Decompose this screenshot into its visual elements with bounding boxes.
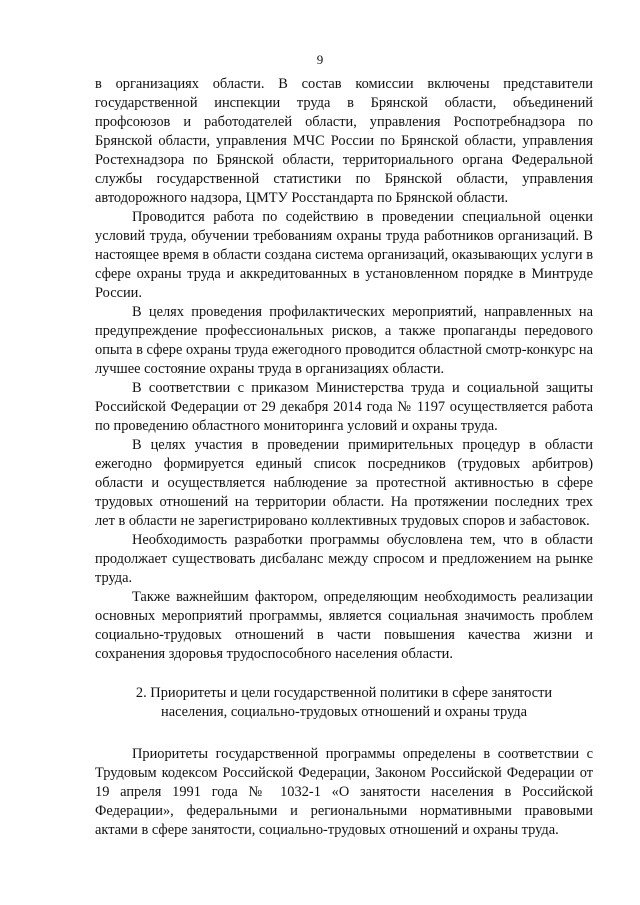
- page-body: [95, 75, 593, 840]
- paragraph-special-assessment: Проводится работа по содействию в проведении специальной оценки условий труда, обучении требованиям охраны труда работников организаций. В настоящее время в области создана система организаций, оказывающих услуги в сфере охраны труда и аккредитованных в установленном порядке в Минтруде России.: [95, 209, 593, 301]
- paragraph-commission-members: в организациях области. В состав комиссии включены представители государственной инспекции труда в Брянской области, объединений профсоюзов и работодателей области, управления Роспотребнадзора по Брянской области, управления МЧС России по Брянской области, управления Ростехнадзора по Брянской области, территориального органа Федеральной службы государственной статистики по Брянской области, управления автодорожного надзора, ЦМТУ Росстандарта по Брянской области.: [95, 76, 593, 206]
- paragraph-program-necessity: Необходимость разработки программы обусловлена тем, что в области продолжает существовать дисбаланс между спросом и предложением на рынке труда.: [95, 532, 593, 586]
- paragraph-program-priorities: Приоритеты государственной программы определены в соответствии с Трудовым кодексом Российской Федерации, Законом Российской Федерации от 19 апреля 1991 года № 1032-1 «О занятости населения в Российской Федерации», федеральными и региональными нормативными правовыми актами в сфере занятости, социально-трудовых отношений и охраны труда.: [95, 746, 593, 838]
- page-number: 9: [316, 52, 324, 67]
- section-heading: 2. Приоритеты и цели государственной политики в сфере занятости населения, социально-трудовых отношений и охраны труда: [135, 685, 553, 720]
- paragraph-prevention-contest: В целях проведения профилактических мероприятий, направленных на предупреждение профессиональных рисков, а также пропаганды передового опыта в сфере охраны труда ежегодного проводится областной смотр-конкурс на лучшее состояние охраны труда в организациях области.: [95, 304, 593, 377]
- paragraph-labor-arbitrators: В целях участия в проведении примирительных процедур в области ежегодно формируется единый список посредников (трудовых арбитров) области и осуществляется наблюдение за протестной активностью в сфере трудовых отношений на территории области. На протяжении последних трех лет в области не зарегистрировано коллективных трудовых споров и забастовок.: [95, 437, 593, 529]
- paragraph-monitoring: В соответствии с приказом Министерства труда и социальной защиты Российской Федерации от 29 декабря 2014 года № 1197 осуществляется работа по проведению областного мониторинга условий и охраны труда.: [95, 380, 593, 434]
- paragraph-important-factor: Также важнейшим фактором, определяющим необходимость реализации основных мероприятий программы, является социальная значимость проблем социально-трудовых отношений в части повышения качества жизни и сохранения здоровья трудоспособного населения области.: [95, 589, 593, 662]
